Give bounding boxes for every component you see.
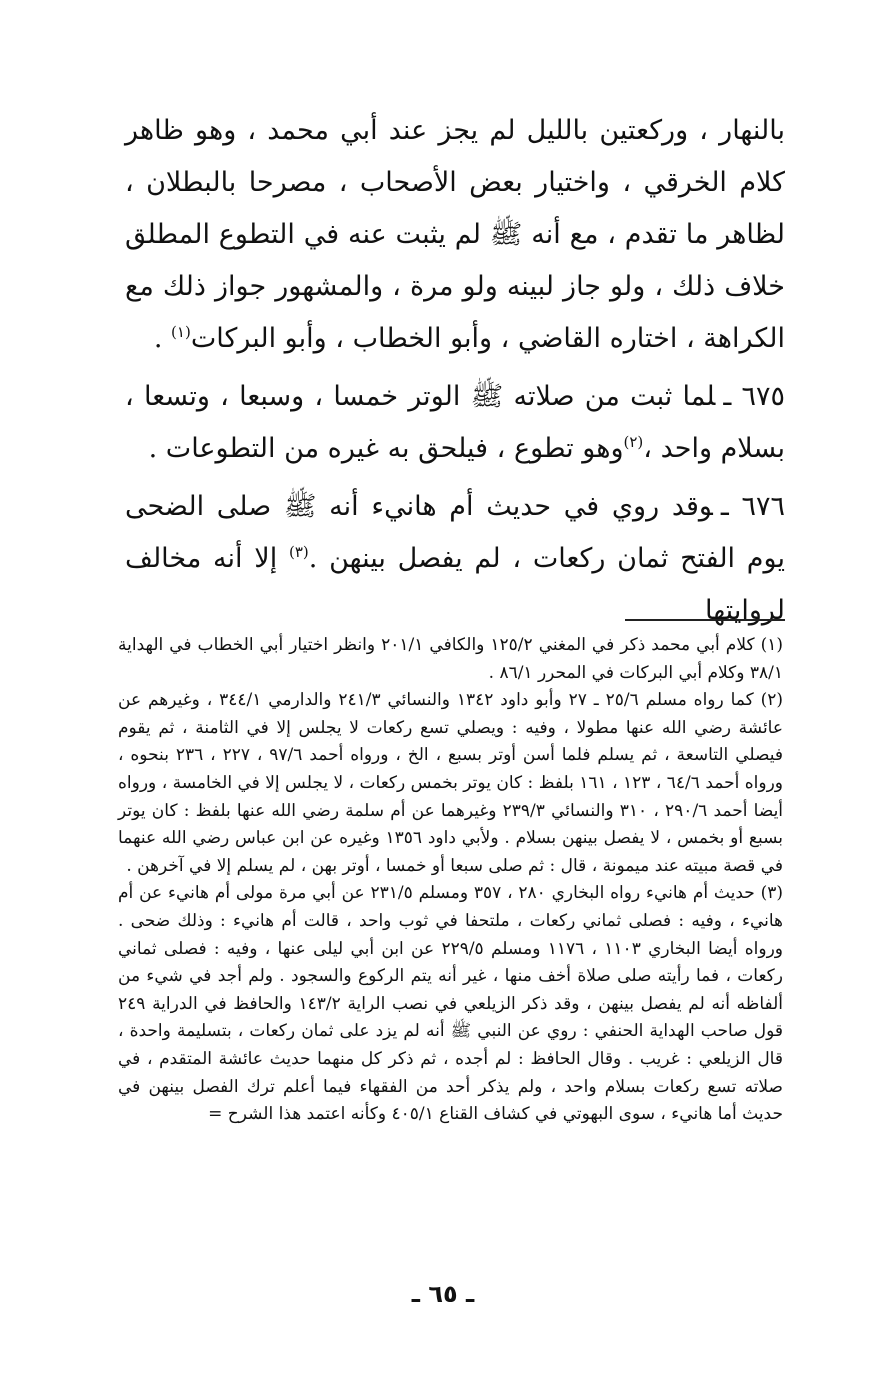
footnote-marker-3: (٣) xyxy=(288,543,309,561)
main-text xyxy=(125,105,785,637)
paragraph-675-text: لما ثبت من صلاته ﷺ الوتر خمسا ، وسبعا ، وتسعا ، بسلام واحد ، xyxy=(125,381,785,464)
paragraph-number-676: ٦٧٦ ـ xyxy=(720,491,785,522)
footnotes xyxy=(118,632,783,1129)
footnote-1: (١) كلام أبي محمد ذكر في المغني ١٢٥/٢ والكافي ٢٠١/١ وانظر اختيار أبي الخطاب في الهداية ٣٨/١ وكلام أبي البركات في المحرر ٨٦/١ . xyxy=(118,635,783,683)
paragraph-continuation xyxy=(125,105,785,365)
paragraph-end: . xyxy=(153,323,172,354)
paragraph-675-end: وهو تطوع ، فيلحق به غيره من التطوعات . xyxy=(148,433,624,464)
footnote-separator xyxy=(625,619,785,621)
paragraph-number-675: ٦٧٥ ـ xyxy=(723,381,786,412)
paragraph-text: بالنهار ، وركعتين بالليل لم يجز عند أبي محمد ، وهو ظاهر كلام الخرقي ، واختيار بعض الأصحاب ، مصرحا بالبطلان ، لظاهر ما تقدم ، مع أنه ﷺ لم يثبت عنه في التطوع المطلق خلاف ذلك ، ولو جاز لبينه ولو مرة ، والمشهور جواز ذلك مع الكراهة ، اختاره القاضي ، وأبو الخطاب ، وأبو البركات xyxy=(125,115,785,354)
paragraph-676 xyxy=(125,481,785,637)
paragraph-675 xyxy=(125,371,785,475)
page-number: ـ ٦٥ ـ xyxy=(411,1280,475,1308)
footnote-marker-1: (١) xyxy=(171,323,191,341)
footnote-2: (٢) كما رواه مسلم ٢٥/٦ ـ ٢٧ وأبو داود ١٣٤٢ والنسائي ٢٤١/٣ والدارمي ٣٤٤/١ ، وغيرهم عن عائشة رضي الله عنها مطولا ، وفيه : ويصلي تسع ركعات لا يجلس إلا في الثامنة ، ثم يقوم فيصلي التاسعة ، ثم يسلم فلما أسن أوتر بسبع ، الخ ، ورواه أحمد ٩٧/٦ ، ٢٢٧ ، ٢٣٦ بنحوه ، ورواه أحمد ٦٤/٦ ، ١٢٣ ، ١٦١ بلفظ : كان يوتر بخمس ركعات ، لا يجلس إلا في الخامسة ، ورواه أيضا أحمد ٢٩٠/٦ ، ٣١٠ والنسائي ٢٣٩/٣ وغيرهما عن أم سلمة رضي الله عنها بلفظ : كان يوتر بسبع أو بخمس ، لا يفصل بينهن بسلام . ولأبي داود ١٣٥٦ وغيره عن ابن عباس رضي الله عنهما في قصة مبيته عند ميمونة ، قال : ثم صلى سبعا أو خمسا ، أوتر بهن ، لم يسلم إلا في آخرهن . xyxy=(118,690,784,876)
footnote-marker-2: (٢) xyxy=(623,433,644,451)
paragraph-676-text: وقد روي في حديث أم هانيء أنه ﷺ صلى الضحى يوم الفتح ثمان ركعات ، لم يفصل بينهن . xyxy=(125,491,785,574)
paragraph-676-end: إلا أنه مخالف لروايتها xyxy=(125,543,785,626)
footnote-3: (٣) حديث أم هانيء رواه البخاري ٢٨٠ ، ٣٥٧ ومسلم ٢٣١/٥ عن أبي مرة مولى أم هانيء عن أم هانيء ، وفيه : فصلى ثماني ركعات ، ملتحفا في ثوب واحد ، قالت أم هانيء : وذلك ضحى . ورواه أيضا البخاري ١١٠٣ ، ١١٧٦ ومسلم ٢٢٩/٥ عن ابن أبي ليلى عنها ، وفيه : فصلى ثماني ركعات ، فما رأيته صلى صلاة أخف منها ، غير أنه يتم الركوع والسجود . ولم أجد في شيء من ألفاظه أنه لم يفصل بينهن ، وقد ذكر الزيلعي في نصب الراية ١٤٣/٢ والحافظ في الدراية ٢٤٩ قول صاحب الهداية الحنفي : روي عن النبي ﷺ أنه لم يزد على ثمان ركعات ، بتسليمة واحدة ، قال الزيلعي : غريب . وقال الحافظ : لم أجده ، ثم ذكر كل منهما حديث عائشة المتقدم ، في صلاته تسع ركعات بسلام واحد ، ولم يذكر أحد من الفقهاء فيما أعلم ترك الفصل بينهن في حديث أما هانيء ، سوى البهوتي في كشاف القناع ٤٠٥/١ وكأنه اعتمد هذا الشرح = xyxy=(118,883,784,1125)
